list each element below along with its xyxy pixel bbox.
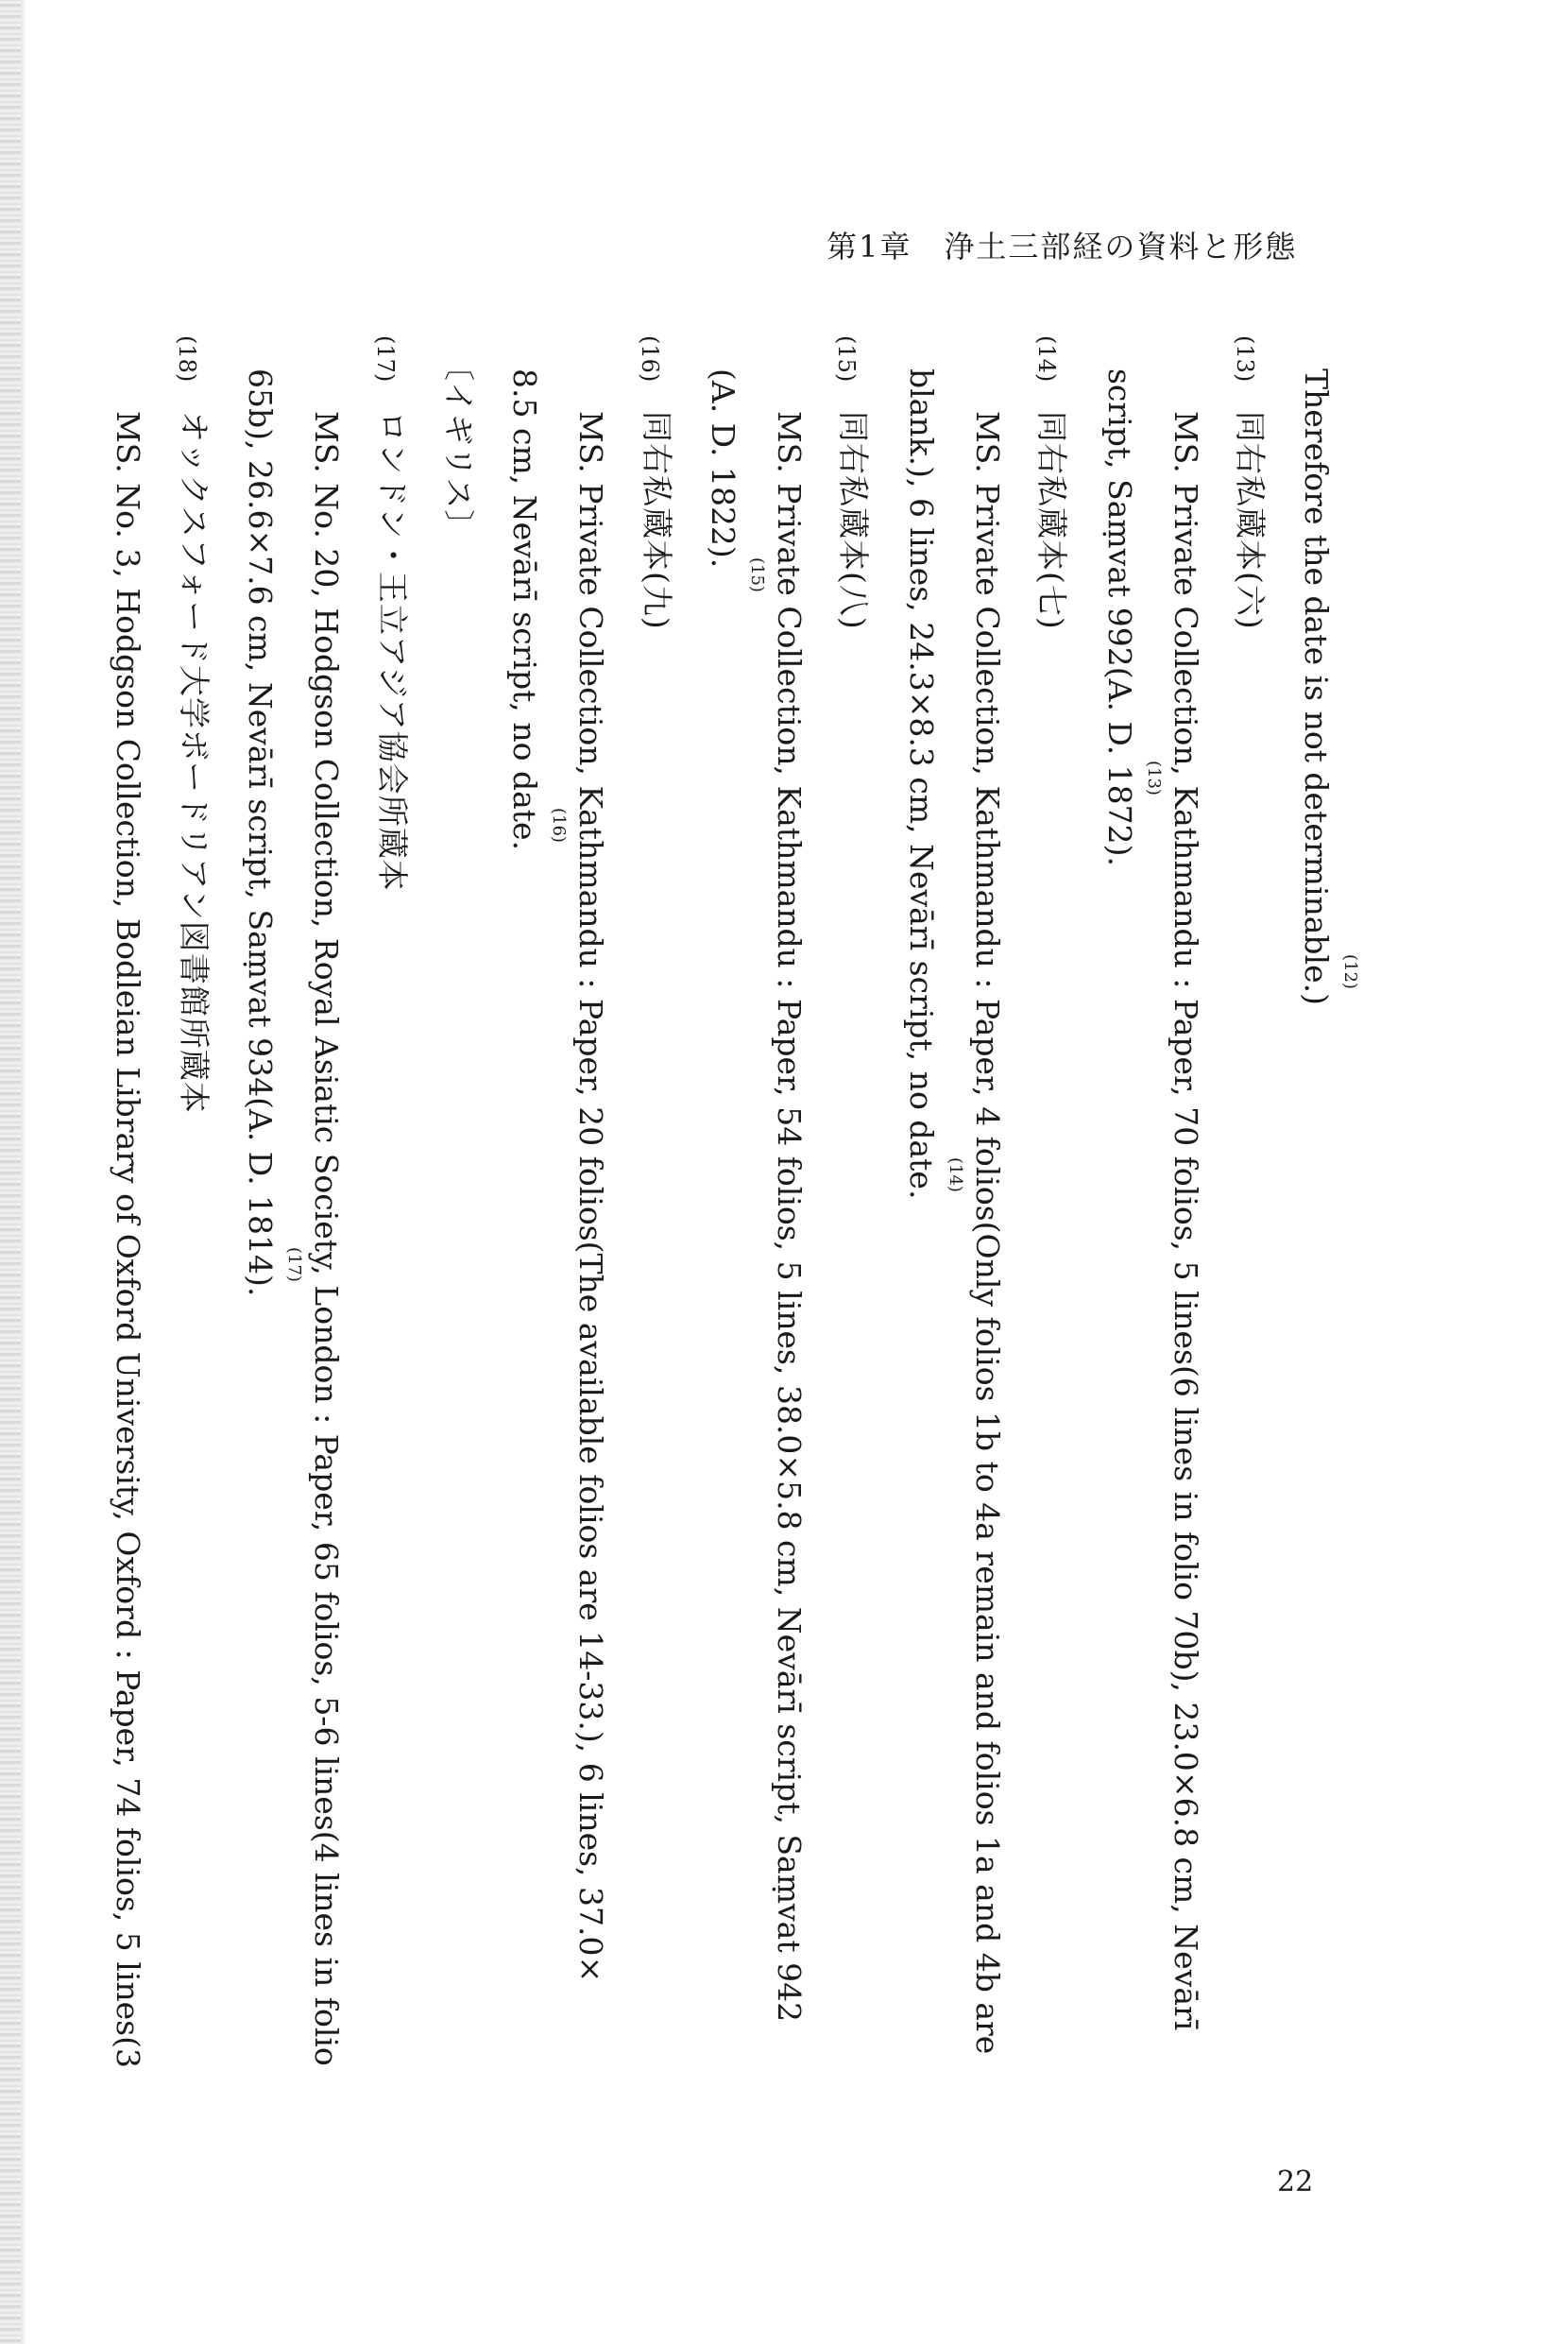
text-line-heading: オックスフォード大学ボードリアン図書館所蔵本: [176, 411, 213, 1114]
text-line: Therefore the date is not determinable.): [1298, 368, 1335, 1006]
text-line-heading: 同右私蔵本(七): [1033, 411, 1070, 630]
scan-edge-noise: [0, 0, 21, 2344]
footnote-ref-15: (15): [747, 557, 767, 592]
text-line: MS. No. 3, Hodgson Collection, Bodleian Library of Oxford University, Oxford : Paper, 74 folios, 5 lines(3: [110, 411, 146, 2068]
text-line: MS. No. 20, Hodgson Collection, Royal Asiatic Society, London : Paper, 65 folios, 5-6 lines(4 lines in folio: [308, 411, 345, 2066]
note-marker-13: (13): [1232, 335, 1258, 383]
note-marker-14: (14): [1033, 335, 1060, 383]
note-marker-18: (18): [174, 335, 200, 383]
scan-edge-shadow: [21, 0, 26, 2344]
footnote-ref-13: (13): [1144, 761, 1164, 796]
text-line: MS. Private Collection, Kathmandu : Paper, 4 folios(Only folios 1b to 4a remain and folios 1a and 4b are: [969, 411, 1006, 2055]
section-heading: 〔イギリス〕: [440, 350, 477, 542]
note-marker-17: (17): [372, 335, 399, 383]
text-line-heading: ロンドン・王立アジア協会所蔵本: [374, 411, 411, 892]
text-line-heading: 同右私蔵本(六): [1232, 411, 1269, 630]
footnote-ref-16: (16): [549, 808, 569, 843]
text-line: MS. Private Collection, Kathmandu : Paper, 54 folios, 5 lines, 38.0×5.8 cm, Nevārī script, Saṃvat 942: [771, 411, 808, 2023]
text-line: 8.5 cm, Nevārī script, no date.: [506, 368, 543, 851]
note-marker-16: (16): [637, 335, 663, 383]
text-line: blank.), 6 lines, 24.3×8.3 cm, Nevārī script, no date.: [903, 368, 940, 1200]
text-line: MS. Private Collection, Kathmandu : Paper, 70 folios, 5 lines(6 lines in folio 70b), 23.0×6.8 cm, Nevārī: [1167, 411, 1204, 2031]
text-line-heading: 同右私蔵本(九): [639, 411, 675, 630]
note-marker-15: (15): [833, 335, 860, 383]
text-line: MS. Private Collection, Kathmandu : Paper, 20 folios(The available folios are 14-33.), 6 lines, 37.0×: [572, 411, 609, 1983]
text-line: (A. D. 1822).: [705, 368, 741, 569]
footnote-ref-17: (17): [284, 1247, 304, 1282]
footnote-ref-14: (14): [946, 1157, 965, 1192]
running-header: 第1章 浄土三部経の資料と形態: [827, 229, 1298, 265]
page-number: 22: [1277, 2165, 1314, 2199]
text-line: script, Saṃvat 992(A. D. 1872).: [1101, 368, 1138, 867]
text-line-heading: 同右私蔵本(八): [835, 411, 872, 630]
footnote-ref-12: (12): [1340, 954, 1360, 989]
text-line: 65b), 26.6×7.6 cm, Nevārī script, Saṃvat 934(A. D. 1814).: [242, 368, 279, 1297]
